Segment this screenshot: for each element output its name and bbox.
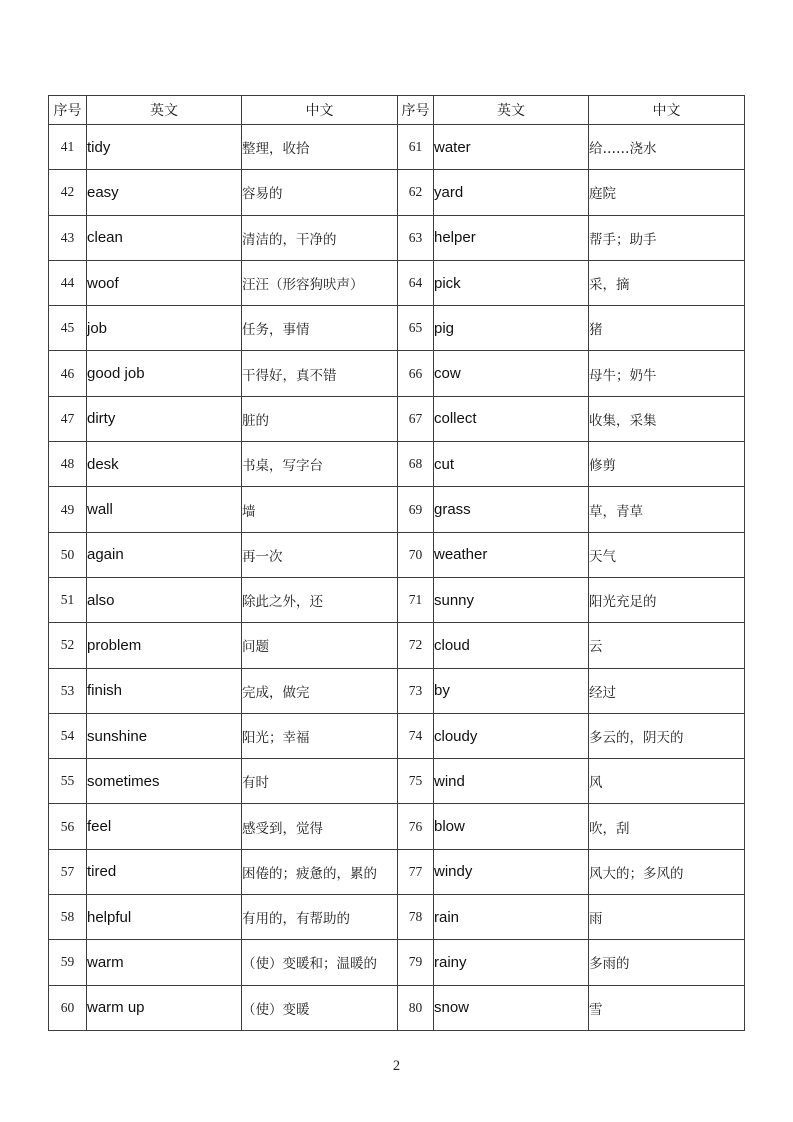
english-word-cell: wind [434, 759, 589, 804]
english-word-cell: sunny [434, 577, 589, 622]
header-english-left: 英文 [87, 96, 242, 125]
table-row [49, 260, 745, 305]
table-row [49, 396, 745, 441]
table-row [49, 125, 745, 170]
vocabulary-table-body [49, 125, 745, 1031]
english-word-cell: grass [434, 487, 589, 532]
row-number-cell: 69 [398, 487, 434, 532]
row-number-cell: 73 [398, 668, 434, 713]
english-word-cell: tired [87, 849, 242, 894]
chinese-meaning-cell: 问题 [242, 623, 398, 668]
row-number-cell: 78 [398, 895, 434, 940]
chinese-meaning-cell: （使）变暖和；温暖的 [242, 940, 398, 985]
english-word-cell: dirty [87, 396, 242, 441]
header-row [49, 96, 745, 125]
table-row [49, 849, 745, 894]
row-number-cell: 45 [49, 306, 87, 351]
english-word-cell: again [87, 532, 242, 577]
row-number-cell: 52 [49, 623, 87, 668]
english-word-cell: clean [87, 215, 242, 260]
chinese-meaning-cell: 猪 [589, 306, 745, 351]
chinese-meaning-cell: 清洁的，干净的 [242, 215, 398, 260]
chinese-meaning-cell: 有时 [242, 759, 398, 804]
chinese-meaning-cell: 脏的 [242, 396, 398, 441]
english-word-cell: woof [87, 260, 242, 305]
header-number-left: 序号 [49, 96, 87, 125]
row-number-cell: 65 [398, 306, 434, 351]
english-word-cell: easy [87, 170, 242, 215]
chinese-meaning-cell: 多雨的 [589, 940, 745, 985]
header-chinese-right: 中文 [589, 96, 745, 125]
chinese-meaning-cell: 吹，刮 [589, 804, 745, 849]
english-word-cell: blow [434, 804, 589, 849]
row-number-cell: 76 [398, 804, 434, 849]
chinese-meaning-cell: 经过 [589, 668, 745, 713]
chinese-meaning-cell: 风大的；多风的 [589, 849, 745, 894]
chinese-meaning-cell: 天气 [589, 532, 745, 577]
row-number-cell: 41 [49, 125, 87, 170]
row-number-cell: 79 [398, 940, 434, 985]
chinese-meaning-cell: 除此之外，还 [242, 577, 398, 622]
english-word-cell: job [87, 306, 242, 351]
row-number-cell: 48 [49, 442, 87, 487]
row-number-cell: 71 [398, 577, 434, 622]
row-number-cell: 54 [49, 713, 87, 758]
row-number-cell: 72 [398, 623, 434, 668]
chinese-meaning-cell: 收集，采集 [589, 396, 745, 441]
row-number-cell: 60 [49, 985, 87, 1030]
chinese-meaning-cell: （使）变暖 [242, 985, 398, 1030]
chinese-meaning-cell: 干得好，真不错 [242, 351, 398, 396]
english-word-cell: wall [87, 487, 242, 532]
english-word-cell: windy [434, 849, 589, 894]
table-row [49, 351, 745, 396]
english-word-cell: rainy [434, 940, 589, 985]
chinese-meaning-cell: 雨 [589, 895, 745, 940]
table-row [49, 895, 745, 940]
row-number-cell: 66 [398, 351, 434, 396]
chinese-meaning-cell: 母牛；奶牛 [589, 351, 745, 396]
row-number-cell: 47 [49, 396, 87, 441]
row-number-cell: 57 [49, 849, 87, 894]
row-number-cell: 50 [49, 532, 87, 577]
row-number-cell: 51 [49, 577, 87, 622]
chinese-meaning-cell: 整理，收拾 [242, 125, 398, 170]
row-number-cell: 46 [49, 351, 87, 396]
row-number-cell: 64 [398, 260, 434, 305]
english-word-cell: problem [87, 623, 242, 668]
english-word-cell: helper [434, 215, 589, 260]
table-row [49, 759, 745, 804]
english-word-cell: by [434, 668, 589, 713]
english-word-cell: feel [87, 804, 242, 849]
chinese-meaning-cell: 任务，事情 [242, 306, 398, 351]
english-word-cell: water [434, 125, 589, 170]
table-row [49, 985, 745, 1030]
chinese-meaning-cell: 阳光；幸福 [242, 713, 398, 758]
table-row [49, 623, 745, 668]
table-row [49, 577, 745, 622]
english-word-cell: also [87, 577, 242, 622]
english-word-cell: weather [434, 532, 589, 577]
row-number-cell: 58 [49, 895, 87, 940]
english-word-cell: good job [87, 351, 242, 396]
row-number-cell: 53 [49, 668, 87, 713]
chinese-meaning-cell: 再一次 [242, 532, 398, 577]
header-chinese-left: 中文 [242, 96, 398, 125]
chinese-meaning-cell: 多云的，阴天的 [589, 713, 745, 758]
english-word-cell: warm up [87, 985, 242, 1030]
page-number: 2 [392, 1058, 401, 1074]
row-number-cell: 80 [398, 985, 434, 1030]
chinese-meaning-cell: 完成，做完 [242, 668, 398, 713]
row-number-cell: 43 [49, 215, 87, 260]
chinese-meaning-cell: 风 [589, 759, 745, 804]
row-number-cell: 59 [49, 940, 87, 985]
row-number-cell: 61 [398, 125, 434, 170]
table-row [49, 713, 745, 758]
table-row [49, 487, 745, 532]
english-word-cell: rain [434, 895, 589, 940]
chinese-meaning-cell: 雪 [589, 985, 745, 1030]
chinese-meaning-cell: 感受到，觉得 [242, 804, 398, 849]
chinese-meaning-cell: 书桌，写字台 [242, 442, 398, 487]
english-word-cell: sometimes [87, 759, 242, 804]
table-row [49, 170, 745, 215]
vocabulary-table [48, 95, 745, 1031]
row-number-cell: 63 [398, 215, 434, 260]
header-number-right: 序号 [398, 96, 434, 125]
chinese-meaning-cell: 容易的 [242, 170, 398, 215]
table-row [49, 940, 745, 985]
chinese-meaning-cell: 汪汪（形容狗吠声） [242, 260, 398, 305]
english-word-cell: helpful [87, 895, 242, 940]
row-number-cell: 77 [398, 849, 434, 894]
table-row [49, 668, 745, 713]
row-number-cell: 68 [398, 442, 434, 487]
chinese-meaning-cell: 草，青草 [589, 487, 745, 532]
english-word-cell: pig [434, 306, 589, 351]
chinese-meaning-cell: 云 [589, 623, 745, 668]
english-word-cell: sunshine [87, 713, 242, 758]
row-number-cell: 70 [398, 532, 434, 577]
chinese-meaning-cell: 有用的，有帮助的 [242, 895, 398, 940]
chinese-meaning-cell: 阳光充足的 [589, 577, 745, 622]
table-row [49, 532, 745, 577]
row-number-cell: 44 [49, 260, 87, 305]
row-number-cell: 75 [398, 759, 434, 804]
chinese-meaning-cell: 修剪 [589, 442, 745, 487]
row-number-cell: 56 [49, 804, 87, 849]
table-row [49, 804, 745, 849]
chinese-meaning-cell: 采，摘 [589, 260, 745, 305]
english-word-cell: cloudy [434, 713, 589, 758]
english-word-cell: cow [434, 351, 589, 396]
chinese-meaning-cell: 墙 [242, 487, 398, 532]
row-number-cell: 67 [398, 396, 434, 441]
english-word-cell: desk [87, 442, 242, 487]
chinese-meaning-cell: 庭院 [589, 170, 745, 215]
table-row [49, 306, 745, 351]
table-row [49, 442, 745, 487]
header-english-right: 英文 [434, 96, 589, 125]
chinese-meaning-cell: 困倦的；疲惫的，累的 [242, 849, 398, 894]
english-word-cell: snow [434, 985, 589, 1030]
english-word-cell: pick [434, 260, 589, 305]
table-row [49, 215, 745, 260]
chinese-meaning-cell: 帮手；助手 [589, 215, 745, 260]
row-number-cell: 74 [398, 713, 434, 758]
english-word-cell: collect [434, 396, 589, 441]
row-number-cell: 42 [49, 170, 87, 215]
row-number-cell: 55 [49, 759, 87, 804]
english-word-cell: cloud [434, 623, 589, 668]
english-word-cell: yard [434, 170, 589, 215]
row-number-cell: 62 [398, 170, 434, 215]
chinese-meaning-cell: 给……浇水 [589, 125, 745, 170]
english-word-cell: finish [87, 668, 242, 713]
row-number-cell: 49 [49, 487, 87, 532]
english-word-cell: tidy [87, 125, 242, 170]
english-word-cell: cut [434, 442, 589, 487]
english-word-cell: warm [87, 940, 242, 985]
